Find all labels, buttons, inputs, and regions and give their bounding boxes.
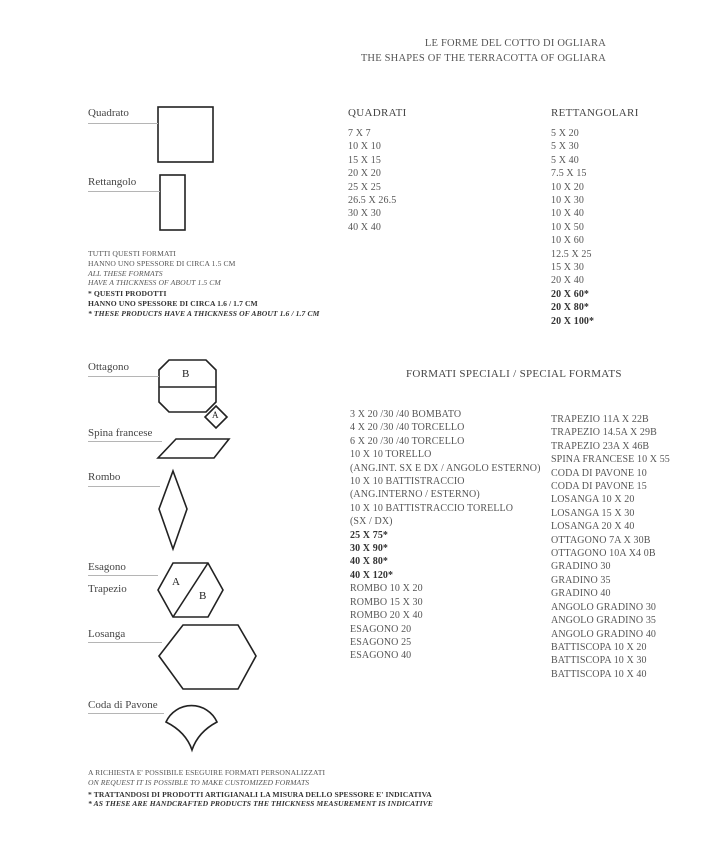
special-format-item: TRAPEZIO 14.5A X 29B [551, 427, 657, 439]
rettangolari-item: 12.5 X 25 [551, 248, 592, 260]
special-format-item: ROMBO 10 X 20 [350, 583, 423, 595]
rettangolari-item: 5 X 30 [551, 141, 579, 153]
special-formats-right-list [551, 413, 670, 681]
label-trapezio: Trapezio [88, 583, 127, 595]
special-format-item-bold: 40 X 80* [350, 556, 389, 568]
special-format-item: BATTISCOPA 10 X 30 [551, 655, 647, 667]
note-star-it-2: HANNO UNO SPESSORE DI CIRCA 1.6 / 1.7 CM [88, 298, 258, 308]
special-format-item: GRADINO 35 [551, 574, 611, 586]
special-format-item: LOSANGA 15 X 30 [551, 507, 635, 519]
quadrati-item: 26.5 X 26.5 [348, 195, 397, 207]
quadrato-shape [158, 107, 213, 162]
rettangolari-item: 10 X 50 [551, 221, 584, 233]
special-formats-left-list [350, 408, 541, 663]
label-rettangolo: Rettangolo [88, 176, 137, 188]
notes-top [88, 249, 319, 319]
special-format-item: 6 X 20 /30 /40 TORCELLO [350, 435, 465, 447]
note-en-1: ALL THESE FORMATS [88, 268, 163, 278]
rettangolari-list [551, 127, 594, 328]
label-spina-francese: Spina francese [88, 427, 153, 439]
special-format-item: BATTISCOPA 10 X 40 [551, 668, 647, 680]
special-format-item: GRADINO 40 [551, 588, 611, 600]
special-format-item: TRAPEZIO 23A X 46B [551, 440, 650, 452]
special-format-item: ANGOLO GRADINO 30 [551, 601, 657, 613]
note-it-1: TUTTI QUESTI FORMATI [88, 249, 177, 258]
quadrati-item: 25 X 25 [348, 181, 381, 193]
losanga-shape [159, 625, 256, 689]
special-format-item: (SX / DX) [350, 516, 393, 528]
special-format-item: ROMBO 20 X 40 [350, 610, 423, 622]
rettangolari-item: 10 X 60 [551, 235, 584, 247]
special-format-item: GRADINO 30 [551, 561, 611, 573]
special-format-item: (ANG.INT. SX E DX / ANGOLO ESTERNO) [350, 462, 541, 474]
special-format-item: TRAPEZIO 11A X 22B [551, 414, 649, 425]
header-title-english: THE SHAPES OF THE TERRACOTTA OF OGLIARA [360, 53, 606, 64]
esagono-letter-a: A [172, 576, 180, 588]
label-esagono: Esagono [88, 561, 126, 573]
rombo-rule [88, 486, 160, 487]
quadrati-item: 30 X 30 [348, 208, 381, 220]
special-format-item: LOSANGA 20 X 40 [551, 521, 635, 533]
note-en-2: HAVE A THICKNESS OF ABOUT 1.5 CM [88, 278, 221, 288]
special-format-item: OTTAGONO 10A X4 0B [551, 548, 656, 560]
esagono-letter-b: B [199, 590, 207, 602]
rettangolari-item: 10 X 40 [551, 208, 584, 220]
quadrati-item: 15 X 15 [348, 154, 381, 166]
special-format-item: ANGOLO GRADINO 35 [551, 615, 657, 627]
rettangolari-item: 15 X 30 [551, 262, 584, 274]
special-format-item: ANGOLO GRADINO 40 [551, 628, 657, 640]
special-format-item-bold: 25 X 75* [350, 529, 389, 541]
rombo-shape [159, 471, 187, 549]
rettangolari-item: 10 X 20 [551, 181, 584, 193]
note-it-2: HANNO UNO SPESSORE DI CIRCA 1.5 CM [88, 258, 236, 268]
label-losanga: Losanga [88, 628, 126, 640]
ottagono-letter-a: A [212, 410, 219, 420]
rettangolari-item: 5 X 40 [551, 154, 579, 166]
special-format-item: 3 X 20 /30 /40 BOMBATO [350, 409, 462, 420]
special-formats-heading: FORMATI SPECIALI / SPECIAL FORMATS [406, 368, 622, 380]
special-format-item: 4 X 20 /30 /40 TORCELLO [350, 422, 465, 434]
special-format-item-bold: 40 X 120* [350, 569, 394, 581]
quadrati-list [348, 127, 396, 234]
ottagono-rule [88, 376, 159, 377]
special-format-item-bold: 30 X 90* [350, 543, 389, 555]
label-rombo: Rombo [88, 471, 121, 483]
rettangolari-item-bold: 20 X 60* [551, 288, 590, 300]
note-bottom-en: ON REQUEST IT IS POSSIBLE TO MAKE CUSTOMIZED FORMATS [88, 777, 310, 787]
special-format-item: SPINA FRANCESE 10 X 55 [551, 454, 670, 466]
special-format-item: LOSANGA 10 X 20 [551, 494, 635, 506]
notes-bottom [88, 768, 433, 809]
quadrati-item: 20 X 20 [348, 168, 381, 180]
note-bottom-it: A RICHIESTA E' POSSIBILE ESEGUIRE FORMATI PERSONALIZZATI [88, 768, 326, 777]
rettangolari-item: 7.5 X 15 [551, 168, 587, 180]
special-format-item: 10 X 10 TORELLO [350, 449, 432, 461]
rettangolo-shape [160, 175, 185, 230]
quadrati-item: 7 X 7 [348, 128, 371, 139]
losanga-rule [88, 642, 162, 643]
note-bottom-star-it: * TRATTANDOSI DI PRODOTTI ARTIGIANALI LA MISURA DELLO SPESSORE E' INDICATIVA [88, 789, 432, 799]
special-format-item: ESAGONO 25 [350, 636, 412, 648]
rettangolari-item: 10 X 30 [551, 195, 584, 207]
quadrato-rule [88, 123, 158, 124]
coda-rule [88, 713, 164, 714]
note-star-en: * THESE PRODUCTS HAVE A THICKNESS OF ABOUT 1.6 / 1.7 CM [88, 308, 320, 318]
coda-di-pavone-shape [166, 706, 217, 750]
rettangolari-heading: RETTANGOLARI [551, 107, 639, 119]
spina-francese-shape [158, 439, 229, 458]
note-bottom-star-en: * AS THESE ARE HANDCRAFTED PRODUCTS THE THICKNESS MEASUREMENT IS INDICATIVE [88, 799, 433, 809]
special-format-item: BATTISCOPA 10 X 20 [551, 641, 647, 653]
quadrati-item: 10 X 10 [348, 141, 381, 153]
rettangolari-item: 20 X 40 [551, 275, 584, 287]
special-format-item: ESAGONO 40 [350, 650, 412, 662]
label-ottagono: Ottagono [88, 361, 129, 373]
rettangolari-item: 5 X 20 [551, 128, 579, 139]
special-format-item: (ANG.INTERNO / ESTERNO) [350, 489, 480, 501]
rettangolari-item-bold: 20 X 100* [551, 315, 595, 327]
special-format-item: CODA DI PAVONE 10 [551, 467, 647, 479]
special-format-item: 10 X 10 BATTISTRACCIO TORELLO [350, 502, 514, 514]
spina-rule [88, 441, 162, 442]
special-format-item: ESAGONO 20 [350, 623, 412, 635]
rettangolari-item-bold: 20 X 80* [551, 302, 590, 314]
esagono-rule [88, 575, 158, 576]
special-format-item: 10 X 10 BATTISTRACCIO [350, 476, 465, 488]
ottagono-letter-b: B [182, 368, 190, 380]
special-format-item: OTTAGONO 7A X 30B [551, 534, 651, 546]
quadrati-item: 40 X 40 [348, 221, 381, 233]
label-quadrato: Quadrato [88, 107, 129, 119]
header-title-italian: LE FORME DEL COTTO DI OGLIARA [424, 38, 606, 49]
rettangolo-rule [88, 191, 160, 192]
special-format-item: ROMBO 15 X 30 [350, 596, 423, 608]
label-coda-di-pavone: Coda di Pavone [88, 699, 158, 711]
special-format-item: CODA DI PAVONE 15 [551, 481, 647, 493]
note-star-it-1: * QUESTI PRODOTTI [88, 289, 167, 299]
quadrati-heading: QUADRATI [348, 107, 407, 119]
